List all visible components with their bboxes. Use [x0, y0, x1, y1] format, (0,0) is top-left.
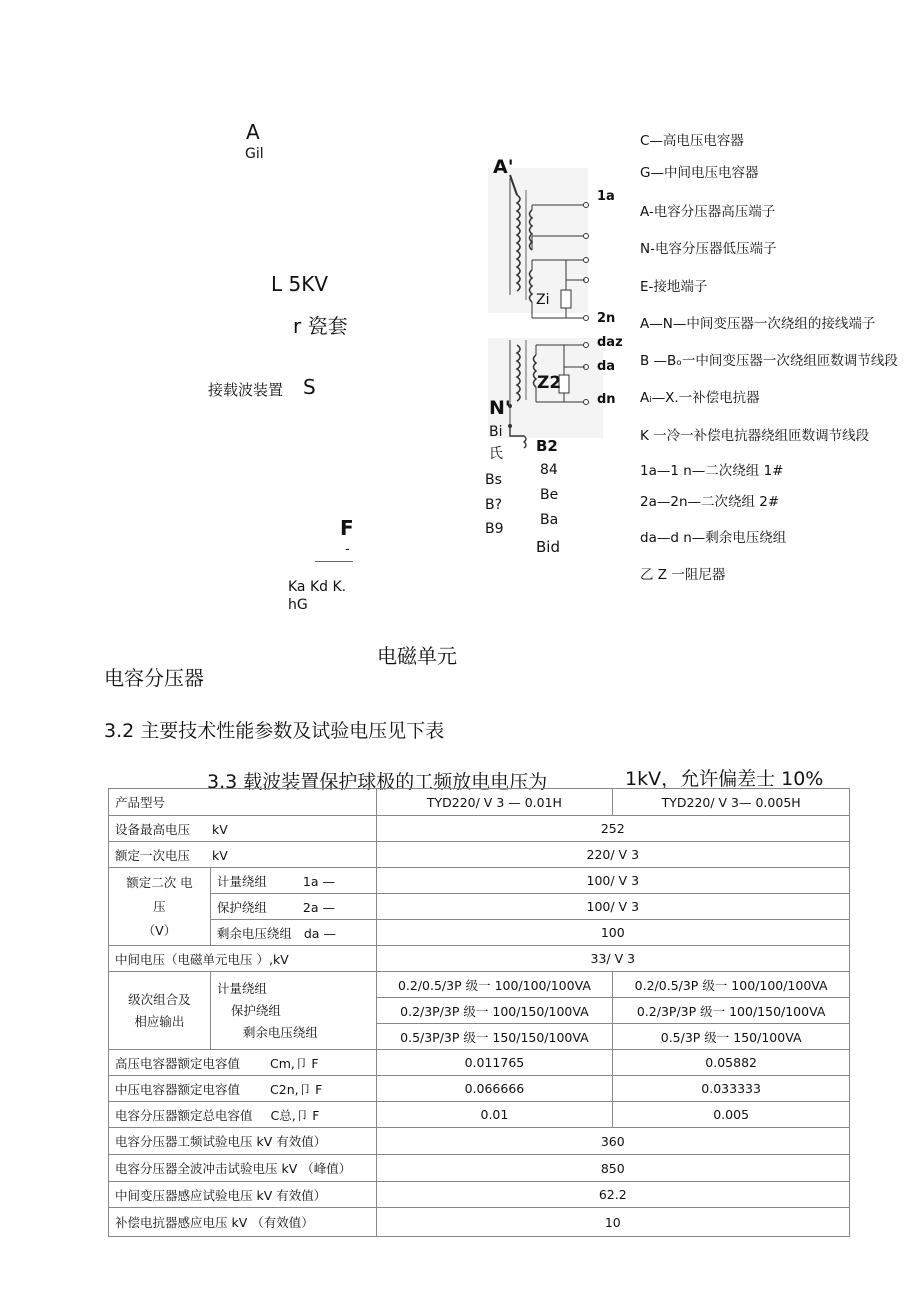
metering-label: 计量绕组 1a —	[210, 868, 376, 894]
spec-table	[108, 788, 850, 1237]
table-row	[109, 1155, 850, 1182]
table-row	[109, 1182, 850, 1208]
impulse-value: 850	[376, 1155, 849, 1182]
accuracy-3-2: 0.5/3P 级一 150/100VA	[613, 1024, 850, 1050]
intermediate-value: 33/ V 3	[376, 946, 849, 972]
cap-high-label: 高压电容器额定电容值 Cm,卩 F	[109, 1050, 377, 1076]
legend-item: E-接地端子	[640, 279, 708, 295]
legend-item: Aᵢ—X.一补偿电抗器	[640, 390, 760, 406]
terminal-da-label: da	[597, 359, 616, 374]
power-freq-label: 电容分压器工频试验电压 kV 有效值）	[109, 1128, 377, 1155]
n-prime-label: N'	[489, 397, 511, 419]
z2-label: Z2	[537, 373, 562, 393]
accuracy-2-1: 0.2/3P/3P 级一 100/150/100VA	[376, 998, 613, 1024]
accuracy-sub: 计量绕组 保护绕组 剩余电压绕组	[210, 972, 376, 1050]
porcelain-label: r 瓷套	[293, 314, 348, 338]
accuracy-group: 级次组合及 相应输出	[109, 972, 211, 1050]
legend-item: A—N—中间变压器一次绕组的接线端子	[640, 316, 876, 332]
voltage-label: L 5KV	[271, 272, 329, 296]
cap-high-v2: 0.05882	[613, 1050, 850, 1076]
product-model-label: 产品型号	[109, 789, 377, 816]
hg-label: hG	[288, 597, 308, 613]
ba-label: Ba	[540, 512, 559, 528]
cap-mid-v1: 0.066666	[376, 1076, 613, 1102]
intermediate-label: 中间电压（电磁单元电压 ）,kV	[109, 946, 377, 972]
reactor-value: 10	[376, 1208, 849, 1237]
max-voltage-value: 252	[376, 816, 849, 842]
table-row	[109, 1102, 850, 1128]
legend-item: G—中间电压电容器	[640, 165, 759, 181]
legend-item: 2a—2n—二次绕组 2#	[640, 494, 780, 510]
protection-value: 100/ V 3	[376, 894, 849, 920]
metering-value: 100/ V 3	[376, 868, 849, 894]
table-row	[109, 1050, 850, 1076]
table-row	[109, 894, 850, 920]
b9-label: B9	[485, 521, 504, 537]
cap-mid-v2: 0.033333	[613, 1076, 850, 1102]
table-row	[109, 842, 850, 868]
max-voltage-label: 设备最高电压 kV	[109, 816, 377, 842]
terminal-dn-label: dn	[597, 392, 616, 407]
accuracy-2-2: 0.2/3P/3P 级一 100/150/100VA	[613, 998, 850, 1024]
residual-label: 剩余电压绕组 da —	[210, 920, 376, 946]
table-row	[109, 1076, 850, 1102]
rated-primary-label: 额定一次电压 kV	[109, 842, 377, 868]
legend-item: 乙 Z 一阻尼器	[640, 567, 726, 583]
cap-total-label: 电容分压器额定总电容值 C总,卩 F	[109, 1102, 377, 1128]
power-freq-value: 360	[376, 1128, 849, 1155]
bq-label: B?	[485, 497, 503, 513]
legend-item: A-电容分压器高压端子	[640, 204, 776, 220]
kakd-label: Ka Kd K.	[288, 579, 347, 595]
be-label: Be	[540, 487, 559, 503]
gil-label: Gil	[245, 146, 264, 162]
b2-label: B2	[536, 437, 558, 455]
a-prime-label: A'	[493, 156, 514, 178]
cap-high-v1: 0.011765	[376, 1050, 613, 1076]
cap-total-v2: 0.005	[613, 1102, 850, 1128]
table-row	[109, 1128, 850, 1155]
terminal-1a-label: 1a	[597, 189, 615, 204]
divider-caption: 电容分压器	[104, 666, 204, 690]
induced-value: 62.2	[376, 1182, 849, 1208]
terminal-2n-label: 2n	[597, 311, 616, 326]
legend-item: B —Bₒ一中间变压器一次绕组匝数调节线段	[640, 353, 898, 369]
accuracy-1-1: 0.2/0.5/3P 级一 100/100/100VA	[376, 972, 613, 998]
carrier-device-label: 接载波装置	[208, 381, 284, 399]
divider-line	[315, 561, 353, 562]
cap-mid-label: 中压电容器额定电容值 C2n,卩 F	[109, 1076, 377, 1102]
table-row	[109, 868, 850, 894]
table-row	[109, 946, 850, 972]
f-label: F	[340, 516, 354, 540]
legend-item: da—d n—剩余电压绕组	[640, 530, 787, 546]
table-row	[109, 816, 850, 842]
shi-label: 氏	[489, 446, 503, 462]
cap-total-v1: 0.01	[376, 1102, 613, 1128]
b84-label: 84	[540, 462, 558, 478]
section-3-3-text: 3.3 载波装置保护球极的工频放电电压为	[207, 771, 548, 793]
rated-primary-value: 220/ V 3	[376, 842, 849, 868]
zi-label: Zi	[536, 292, 550, 308]
impulse-label: 电容分压器全波冲击试验电压 kV （峰值）	[109, 1155, 377, 1182]
table-row	[109, 972, 850, 998]
model-2: TYD220/ V 3— 0.005H	[613, 789, 850, 816]
dash-label: -	[345, 542, 350, 557]
legend-item: K 一冷一补偿电抗器绕组匝数调节线段	[640, 428, 870, 444]
bi-label: Bi	[489, 424, 503, 440]
protection-label: 保护绕组 2a —	[210, 894, 376, 920]
legend-item: N-电容分压器低压端子	[640, 241, 777, 257]
table-row	[109, 920, 850, 946]
reactor-label: 补偿电抗器感应电压 kV （有效值）	[109, 1208, 377, 1237]
residual-value: 100	[376, 920, 849, 946]
section-3-3-tolerance: 1kV，允许偏差士 10%	[625, 768, 824, 790]
legend-item: 1a—1 n—二次绕组 1#	[640, 463, 784, 479]
accuracy-3-1: 0.5/3P/3P 级一 150/150/100VA	[376, 1024, 613, 1050]
terminal-a-label: A	[246, 120, 260, 144]
bs-label: Bs	[485, 472, 502, 488]
legend-item: C—高电压电容器	[640, 133, 744, 149]
section-3-2-heading: 3.2 主要技术性能参数及试验电压见下表	[104, 720, 445, 742]
table-row	[109, 789, 850, 816]
em-unit-caption: 电磁单元	[377, 644, 457, 668]
induced-label: 中间变压器感应试验电压 kV 有效值）	[109, 1182, 377, 1208]
terminal-daz-label: daz	[597, 335, 623, 350]
model-1: TYD220/ V 3 — 0.01H	[376, 789, 613, 816]
s-label: S	[303, 375, 316, 399]
accuracy-1-2: 0.2/0.5/3P 级一 100/100/100VA	[613, 972, 850, 998]
table-row	[109, 1208, 850, 1237]
rated-secondary-group: 额定二次 电 压 （V）	[109, 868, 211, 946]
bid-label: Bid	[536, 538, 560, 556]
